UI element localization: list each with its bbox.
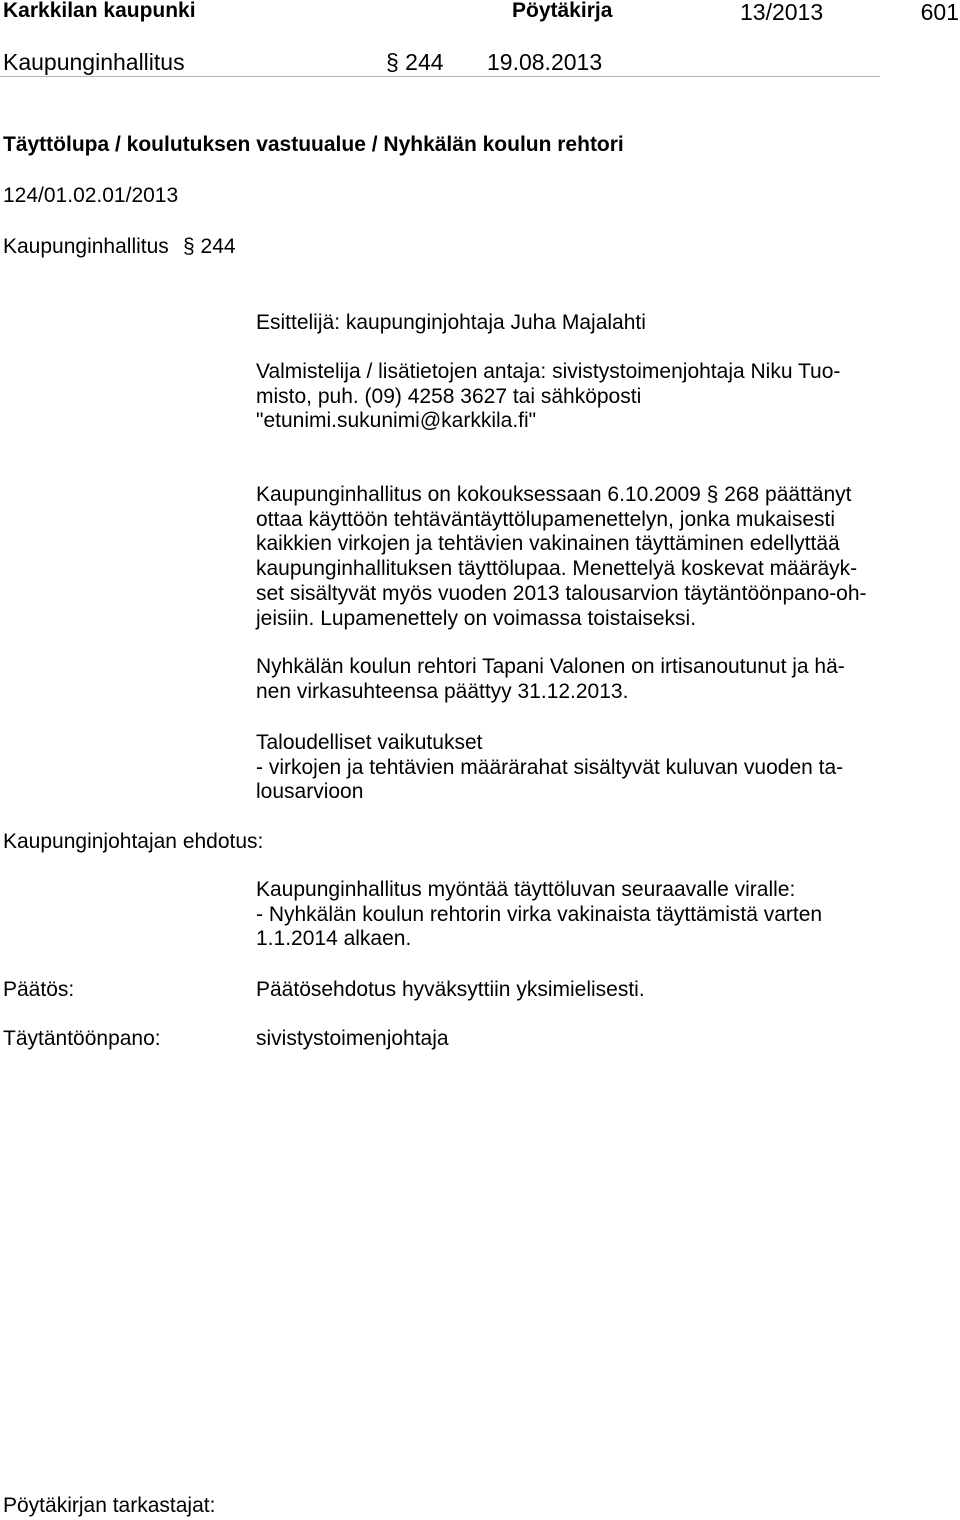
background-line: kaikkien virkojen ja tehtävien vakinainen täyttäminen edellyttää — [256, 532, 840, 556]
preparer-line: misto, puh. (09) 4258 3627 tai sähköposti — [256, 384, 642, 408]
proposal-line: Kaupunginhallitus myöntää täyttöluvan seuraavalle viralle: — [256, 878, 796, 901]
meeting-date: 19.08.2013 — [487, 49, 603, 75]
page-number: 601 — [920, 0, 959, 25]
resignation-line: Nyhkälän koulun rehtori Tapani Valonen on irtisanoutunut ja hä- — [256, 655, 845, 678]
item-title: Täyttölupa / koulutuksen vastuualue / Nyhkälän koulun rehtori — [3, 133, 624, 156]
background-line: Kaupunginhallitus on kokouksessaan 6.10.2009 § 268 päättänyt — [256, 483, 852, 506]
background-line: set sisältyvät myös vuoden 2013 talousarvion täytäntöönpano-oh- — [256, 581, 867, 605]
proposal-line: - Nyhkälän koulun rehtorin virka vakinaista täyttämistä varten — [256, 902, 823, 926]
financial-effects-line: - virkojen ja tehtävien määrärahat sisältyvät kuluvan vuoden ta- — [256, 755, 844, 779]
meeting-number: 13/2013 — [740, 0, 824, 25]
preparer-paragraph — [256, 360, 840, 434]
item-section-number: § 244 — [183, 235, 236, 258]
proposal-line: 1.1.2014 alkaen. — [256, 927, 412, 951]
header-divider — [0, 76, 880, 77]
financial-effects-paragraph — [256, 731, 843, 805]
financial-effects-line: lousarvioon — [256, 780, 364, 804]
header-body-name: Kaupunginhallitus — [3, 49, 185, 75]
background-line: kaupunginhallituksen täyttölupaa. Menettelyä koskevat määräyk- — [256, 557, 858, 581]
background-line: jeisiin. Lupamenettely on voimassa toistaiseksi. — [256, 606, 697, 630]
presenter: Esittelijä: kaupunginjohtaja Juha Majalahti — [256, 311, 646, 334]
reviewers-label: Pöytäkirjan tarkastajat: — [3, 1494, 216, 1517]
item-body-name: Kaupunginhallitus — [3, 235, 169, 258]
implementation-text: sivistystoimenjohtaja — [256, 1027, 449, 1050]
decision-label: Päätös: — [3, 978, 75, 1001]
diary-number: 124/01.02.01/2013 — [3, 184, 179, 207]
proposal-paragraph — [256, 878, 822, 952]
proposal-label: Kaupunginjohtajan ehdotus: — [3, 830, 264, 853]
header-section-number: § 244 — [386, 49, 444, 75]
resignation-paragraph — [256, 655, 845, 704]
financial-effects-heading: Taloudelliset vaikutukset — [256, 731, 483, 754]
preparer-line: Valmistelija / lisätietojen antaja: sivistystoimenjohtaja Niku Tuo- — [256, 360, 841, 383]
resignation-line: nen virkasuhteensa päättyy 31.12.2013. — [256, 679, 629, 703]
organization-name: Karkkilan kaupunki — [3, 0, 196, 22]
document-type: Pöytäkirja — [512, 0, 613, 22]
preparer-line: "etunimi.sukunimi@karkkila.fi" — [256, 409, 537, 433]
implementation-label: Täytäntöönpano: — [3, 1027, 161, 1050]
background-paragraph — [256, 483, 867, 631]
decision-text: Päätösehdotus hyväksyttiin yksimielisesti. — [256, 978, 645, 1001]
background-line: ottaa käyttöön tehtäväntäyttölupamenettelyn, jonka mukaisesti — [256, 507, 836, 531]
